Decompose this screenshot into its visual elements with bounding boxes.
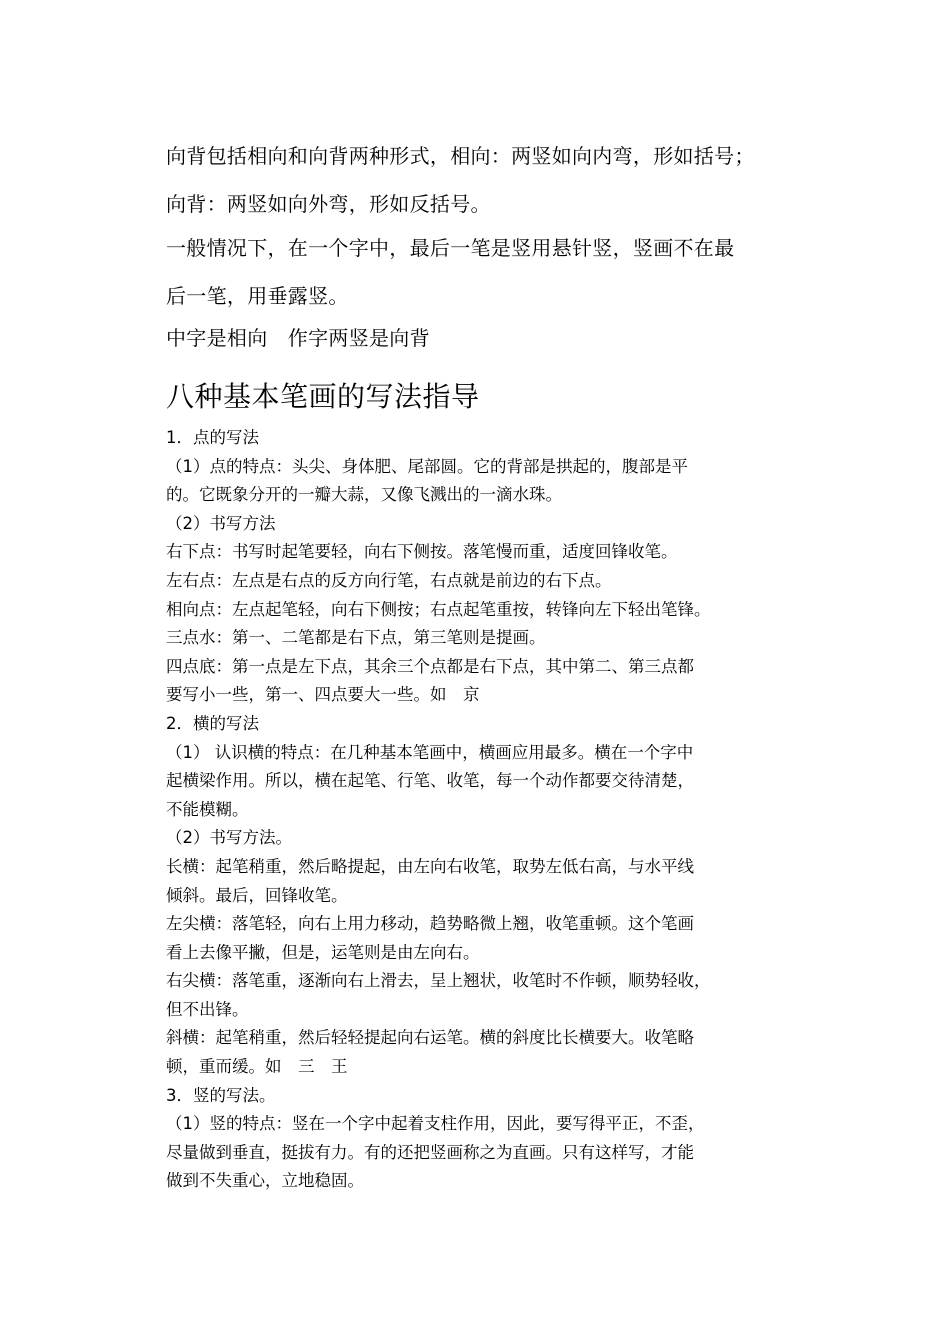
body-line: 尽量做到垂直，挺拔有力。有的还把竖画称之为直画。只有这样写，才能 (166, 1142, 694, 1162)
body-line: 不能模糊。 (166, 799, 249, 819)
body-line: 3．竖的写法。 (166, 1085, 276, 1105)
body-line: 相向点：左点起笔轻，向右下侧按；右点起笔重按，转锋向左下轻出笔锋。 (166, 599, 711, 619)
body-line: 斜横：起笔稍重，然后轻轻提起向右运笔。横的斜度比长横要大。收笔略 (166, 1028, 694, 1048)
intro-line-1: 向背包括相向和向背两种形式，相向：两竖如向内弯，形如括号； (166, 144, 755, 168)
body-line: （1）点的特点：头尖、身体肥、尾部圆。它的背部是拱起的，腹部是平 (166, 456, 688, 476)
intro-line-4: 后一笔，用垂露竖。 (166, 284, 349, 308)
body-line: 顿，重而缓。如 三 王 (166, 1057, 348, 1077)
intro-line-2: 向背：两竖如向外弯，形如反括号。 (166, 192, 491, 216)
body-line: （2）书写方法 (166, 513, 276, 533)
body-text (166, 424, 798, 1196)
body-line: 四点底：第一点是左下点，其余三个点都是右下点，其中第二、第三点都 (166, 656, 694, 676)
body-line: 倾斜。最后，回锋收笔。 (166, 885, 348, 905)
body-line: （1）竖的特点：竖在一个字中起着支柱作用，因此，要写得平正，不歪， (166, 1114, 705, 1134)
body-line: （2）书写方法。 (166, 828, 292, 848)
body-line: 做到不失重心，立地稳固。 (166, 1171, 364, 1191)
body-line: 右下点：书写时起笔要轻，向右下侧按。落笔慢而重，适度回锋收笔。 (166, 542, 678, 562)
body-line: 的。它既象分开的一瓣大蒜，又像飞溅出的一滴水珠。 (166, 485, 562, 505)
intro-line-5: 中字是相向 作字两竖是向背 (166, 326, 430, 350)
intro-line-3: 一般情况下，在一个字中，最后一笔是竖用悬针竖，竖画不在最 (166, 236, 735, 260)
body-line: 看上去像平撇，但是，运笔则是由左向右。 (166, 942, 480, 962)
body-line: 左尖横：落笔轻，向右上用力移动，趋势略微上翘，收笔重顿。这个笔画 (166, 914, 694, 934)
section-heading: 八种基本笔画的写法指导 (166, 380, 480, 413)
body-line: 右尖横：落笔重，逐渐向右上滑去，呈上翘状，收笔时不作顿，顺势轻收， (166, 971, 711, 991)
body-line: 三点水：第一、二笔都是右下点，第三笔则是提画。 (166, 628, 546, 648)
body-line: 1．点的写法 (166, 428, 259, 447)
body-line: 起横梁作用。所以，横在起笔、行笔、收笔，每一个动作都要交待清楚， (166, 771, 694, 791)
body-line: 要写小一些，第一、四点要大一些。如 京 (166, 685, 480, 705)
body-line: 长横：起笔稍重，然后略提起，由左向右收笔，取势左低右高，与水平线 (166, 856, 694, 876)
body-line: 但不出锋。 (166, 999, 249, 1019)
body-line: （1） 认识横的特点：在几种基本笔画中，横画应用最多。横在一个字中 (166, 742, 694, 762)
body-line: 2．横的写法 (166, 713, 259, 733)
body-line: 左右点：左点是右点的反方向行笔，右点就是前边的右下点。 (166, 570, 612, 590)
